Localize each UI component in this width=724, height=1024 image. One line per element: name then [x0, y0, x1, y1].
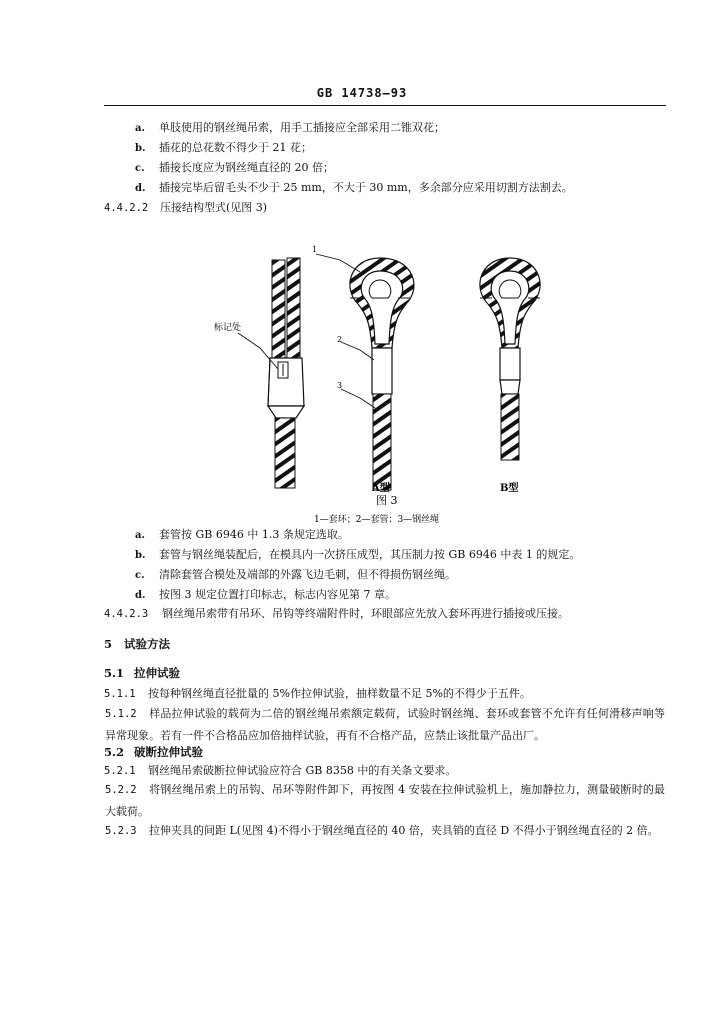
- list-marker: d.: [135, 183, 146, 194]
- type-a-thimble-drawing: [350, 258, 414, 490]
- section-number: 5.2.2: [105, 784, 137, 796]
- list-item: [135, 588, 396, 603]
- list-marker: b.: [135, 550, 146, 561]
- list-item-text: 插花的总花数不得少于 21 花；: [159, 141, 312, 154]
- section-number: 4.4.2.3: [104, 608, 149, 620]
- section-5-1-2: [105, 703, 665, 746]
- section-title: 破断拉伸试验: [134, 745, 203, 759]
- section-title: 压接结构型式(见图 3): [160, 201, 268, 214]
- figure-legend: 1—套环；2—套管；3—钢丝绳: [314, 515, 440, 525]
- section-title: 试验方法: [124, 637, 170, 651]
- section-number: 5.1: [104, 666, 125, 680]
- section-5-1-1: [104, 687, 531, 701]
- figure-caption: 图 3: [376, 494, 398, 507]
- list-item-text: 套管与钢丝绳装配后，在模具内一次挤压成型，其压制力按 GB 6946 中表 1 的规定。: [159, 548, 581, 561]
- callout-1-number: 1: [312, 245, 318, 254]
- section-text: 样品拉伸试验的载荷为二倍的钢丝绳吊索额定载荷，试验时钢丝绳、套环或套管不允许有任何滑移声响等异常现象。若有一件不合格品应加倍抽样试验，再有不合格产品，应禁止该批量产品出厂。: [105, 707, 665, 742]
- type-a-label: A型: [372, 483, 390, 494]
- section-number: 5.2.1: [104, 765, 136, 777]
- type-b-label: B型: [500, 483, 519, 494]
- page-header-standard-code: GB 14738—93: [316, 86, 408, 100]
- type-b-thimble-drawing: [480, 258, 540, 460]
- section-number: 5: [104, 637, 113, 651]
- list-item: [135, 548, 580, 563]
- section-5-2-3: [105, 820, 665, 842]
- section-text: 钢丝绳吊索带有吊环、吊钩等终端附件时，环眼部应先放入套环再进行插接或压接。: [162, 607, 569, 620]
- section-5-heading: [104, 637, 170, 651]
- list-item: [135, 181, 573, 196]
- side-view-drawing: [268, 258, 304, 488]
- section-title: 拉伸试验: [134, 666, 180, 680]
- list-marker: b.: [135, 143, 146, 154]
- section-number: 5.2: [104, 745, 125, 759]
- list-item: [135, 568, 456, 583]
- section-text: 拉伸夹具的间距 L(见图 4)不得小于钢丝绳直径的 40 倍，夹具销的直径 D 不得小于钢丝绳直径的 2 倍。: [149, 824, 659, 837]
- callout-3-number: 3: [337, 381, 343, 390]
- list-item: [135, 121, 445, 136]
- section-5-2-heading: [104, 745, 203, 759]
- list-item-text: 插接完毕后留毛头不少于 25 mm，不大于 30 mm，多余部分应采用切割方法割去。: [159, 181, 573, 194]
- list-item-text: 清除套管合模处及端部的外露飞边毛刺，但不得损伤钢丝绳。: [159, 568, 456, 581]
- list-marker: a.: [135, 530, 145, 541]
- leader-line: [341, 389, 375, 408]
- section-text: 钢丝绳吊索破断拉伸试验应符合 GB 8358 中的有关条文要求。: [148, 764, 457, 777]
- section-5-2-1: [104, 764, 456, 778]
- list-marker: c.: [135, 163, 145, 174]
- list-marker: c.: [135, 570, 145, 581]
- list-item-text: 单肢使用的钢丝绳吊索，用手工插接应全部采用二锥双花；: [159, 121, 445, 134]
- list-item-text: 按图 3 规定位置打印标志，标志内容见第 7 章。: [159, 588, 396, 601]
- section-text: 按每种钢丝绳直径批量的 5%作拉伸试验，抽样数量不足 5%的不得少于五件。: [148, 687, 531, 700]
- section-5-2-2: [105, 779, 665, 822]
- list-item: [135, 141, 312, 156]
- list-marker: d.: [135, 590, 146, 601]
- figure-3-drawing: [200, 238, 580, 538]
- header-divider: [104, 105, 666, 106]
- list-item-text: 插接长度应为钢丝绳直径的 20 倍；: [159, 161, 334, 174]
- section-text: 将钢丝绳吊索上的吊钩、吊环等附件卸下，再按图 4 安装在拉伸试验机上，施加静拉力，测量破断时的最大载荷。: [105, 783, 665, 818]
- leader-line: [341, 342, 374, 360]
- label-mark-position: 标记处: [214, 323, 242, 333]
- list-item-text: 套管按 GB 6946 中 1.3 条规定选取。: [159, 528, 349, 541]
- list-marker: a.: [135, 123, 145, 134]
- section-number: 4.4.2.2: [104, 202, 149, 214]
- list-item: [135, 161, 334, 176]
- section-number: 5.2.3: [105, 825, 137, 837]
- callout-2-number: 2: [337, 335, 343, 344]
- section-number: 5.1.2: [105, 708, 137, 720]
- list-item: [135, 528, 349, 543]
- leader-line: [316, 254, 360, 272]
- section-4-4-2-3: [104, 607, 569, 621]
- section-4-4-2-2: [104, 201, 267, 215]
- section-5-1-heading: [104, 666, 180, 680]
- section-number: 5.1.1: [104, 688, 136, 700]
